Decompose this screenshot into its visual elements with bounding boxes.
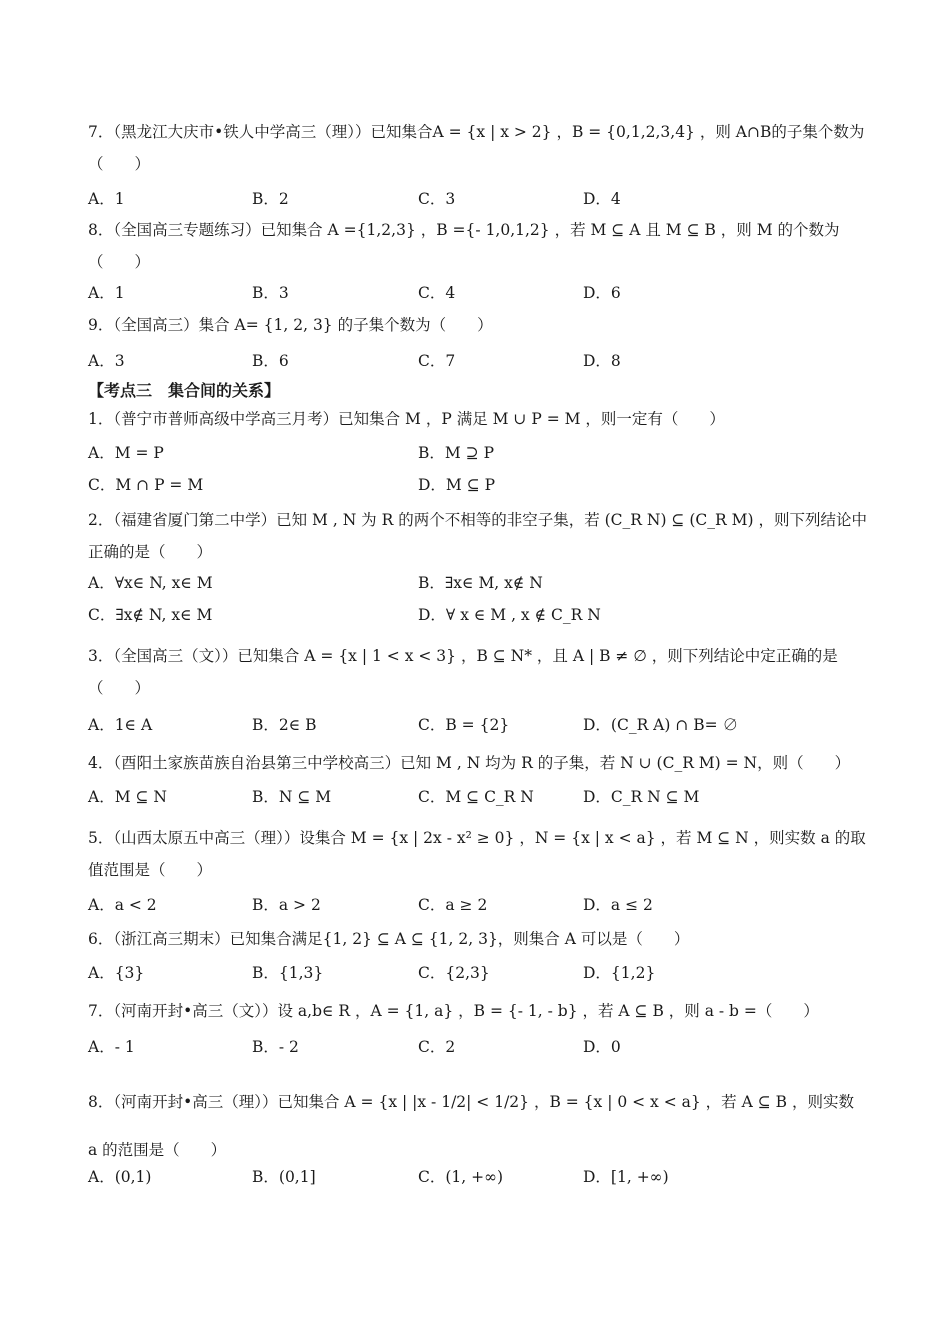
option-c: C．a ≥ 2 bbox=[418, 896, 488, 914]
question-stem: 9．（全国高三）集合 A= {1, 2, 3} 的子集个数为（ ） bbox=[88, 316, 493, 334]
option-b: B．2∈ B bbox=[252, 716, 317, 734]
option-c: C．{2,3} bbox=[418, 964, 490, 982]
option-c: C．B = {2} bbox=[418, 716, 510, 734]
option-d: D．6 bbox=[583, 284, 621, 302]
option-a: A．(0,1) bbox=[88, 1168, 152, 1186]
option-d: D．8 bbox=[583, 352, 621, 370]
question-stem: 7．（河南开封•高三（文））设 a,b∈ R ，A = {1, a} ，B = {- 1, - b} ，若 A ⊆ B ，则 a - b =（ ） bbox=[88, 1002, 819, 1020]
option-a: A．1∈ A bbox=[88, 716, 153, 734]
option-d: D．C_R N ⊆ M bbox=[583, 788, 700, 806]
option-b: B．3 bbox=[252, 284, 289, 302]
question-stem: 3．（全国高三（文））已知集合 A = {x | 1 < x < 3} ，B ⊆ N* ，且 A | B ≠ ∅ ，则下列结论中定正确的是（ ） bbox=[88, 647, 838, 697]
section-heading: 【考点三 集合间的关系】 bbox=[88, 381, 281, 400]
option-d: D．M ⊆ P bbox=[418, 476, 496, 494]
option-c: C．4 bbox=[418, 284, 456, 302]
option-d: D．{1,2} bbox=[583, 964, 656, 982]
option-b: B．6 bbox=[252, 352, 289, 370]
question-stem: 5．（山西太原五中高三（理））设集合 M = {x | 2x - x² ≥ 0} ，N = {x | x < a} ，若 M ⊆ N ，则实数 a 的取值范围是（ ） bbox=[88, 829, 866, 879]
option-d: D．0 bbox=[583, 1038, 621, 1056]
question-stem: 2．（福建省厦门第二中学）已知 M , N 为 R 的两个不相等的非空子集，若 (C_R N) ⊆ (C_R M) ，则下列结论中正确的是（ ） bbox=[88, 511, 867, 561]
option-c: C．7 bbox=[418, 352, 456, 370]
option-a: A．M ⊆ N bbox=[88, 788, 167, 806]
question-stem: 8．（河南开封•高三（理））已知集合 A = {x | |x - 1/2| < 1/2} ，B = {x | 0 < x < a} ，若 A ⊆ B ，则实数 a 的范围是（ ） bbox=[88, 1093, 854, 1159]
question-stem: 6．（浙江高三期末）已知集合满足{1, 2} ⊆ A ⊆ {1, 2, 3}，则集合 A 可以是（ ） bbox=[88, 930, 690, 948]
option-a: A．{3} bbox=[88, 964, 145, 982]
question-stem: 8．（全国高三专题练习）已知集合 A ={1,2,3} ，B ={- 1,0,1,2} ，若 M ⊆ A 且 M ⊆ B ，则 M 的个数为（ ） bbox=[88, 221, 840, 271]
option-b: B．∃x∈ M, x∉ N bbox=[418, 574, 543, 592]
option-b: B．- 2 bbox=[252, 1038, 299, 1056]
option-b: B．a > 2 bbox=[252, 896, 321, 914]
question-stem: 1．（普宁市普师高级中学高三月考）已知集合 M ，P 满足 M ∪ P = M ，则一定有（ ） bbox=[88, 410, 725, 428]
option-d: D．[1, +∞) bbox=[583, 1168, 669, 1186]
option-b: B．M ⊇ P bbox=[418, 444, 495, 462]
option-c: C．M ⊆ C_R N bbox=[418, 788, 534, 806]
option-d: D．(C_R A) ∩ B= ∅ bbox=[583, 716, 739, 734]
option-c: C．2 bbox=[418, 1038, 456, 1056]
option-a: A．1 bbox=[88, 190, 125, 208]
option-d: D．∀ x ∈ M , x ∉ C_R N bbox=[418, 606, 601, 624]
option-d: D．a ≤ 2 bbox=[583, 896, 653, 914]
option-a: A．3 bbox=[88, 352, 125, 370]
question-stem: 7．（黑龙江大庆市•铁人中学高三（理））已知集合A = {x | x > 2} ，B = {0,1,2,3,4} ，则 A∩B的子集个数为（ ） bbox=[88, 123, 865, 173]
option-c: C．3 bbox=[418, 190, 456, 208]
option-d: D．4 bbox=[583, 190, 621, 208]
option-a: A．a < 2 bbox=[88, 896, 157, 914]
option-b: B．2 bbox=[252, 190, 289, 208]
option-c: C．(1, +∞) bbox=[418, 1168, 504, 1186]
option-b: B．N ⊆ M bbox=[252, 788, 332, 806]
option-a: A．1 bbox=[88, 284, 125, 302]
option-b: B．{1,3} bbox=[252, 964, 324, 982]
option-c: C．M ∩ P = M bbox=[88, 476, 204, 494]
option-c: C．∃x∉ N, x∈ M bbox=[88, 606, 213, 624]
option-a: A．- 1 bbox=[88, 1038, 135, 1056]
option-a: A．∀x∈ N, x∈ M bbox=[88, 574, 213, 592]
option-b: B．(0,1] bbox=[252, 1168, 316, 1186]
option-a: A．M = P bbox=[88, 444, 164, 462]
question-stem: 4．（酉阳土家族苗族自治县第三中学校高三）已知 M , N 均为 R 的子集，若 N ∪ (C_R M) = N，则（ ） bbox=[88, 754, 851, 772]
